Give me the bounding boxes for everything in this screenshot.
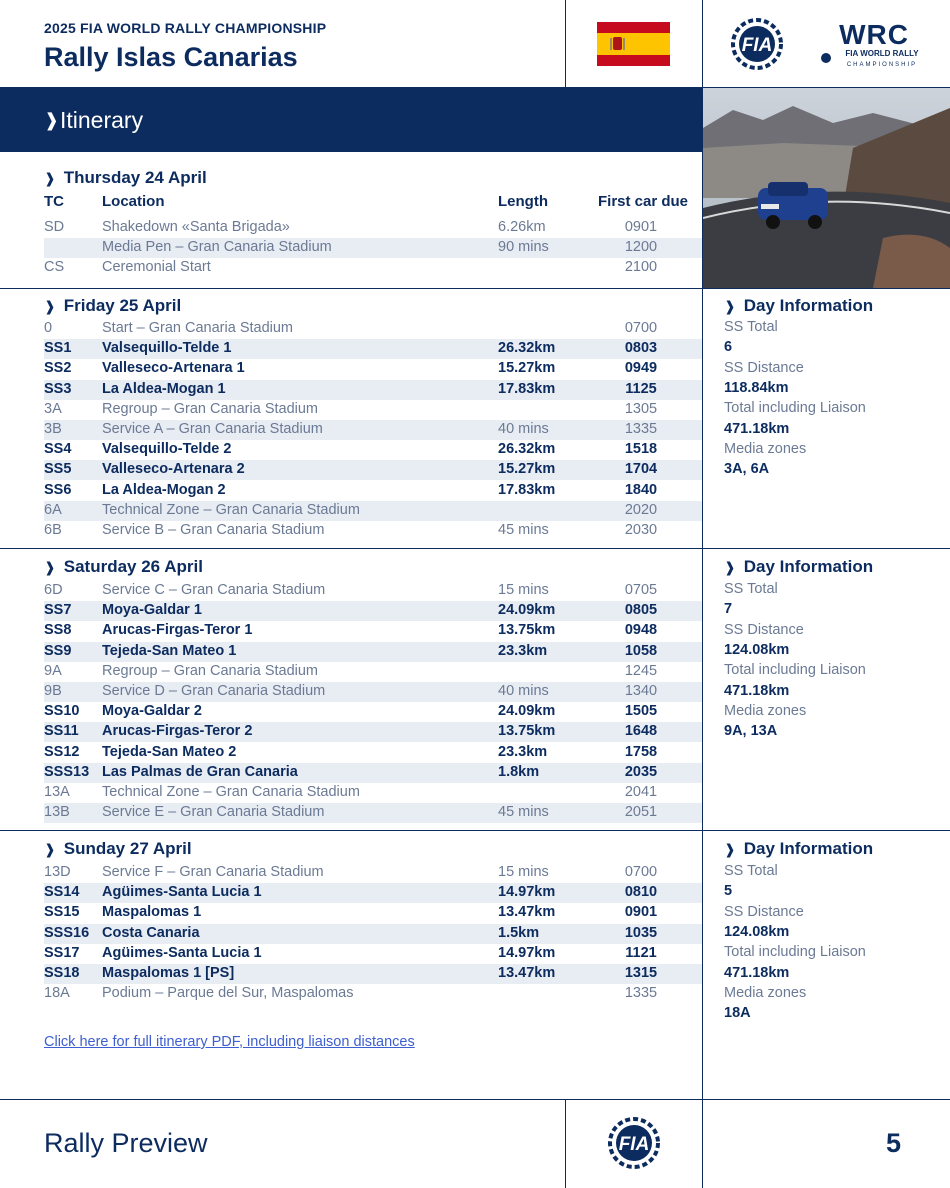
tc-cell: SSS13 [44,763,90,780]
time-cell: 0700 [624,864,658,880]
table-row [44,722,702,742]
ss-distance-label: SS Distance [724,359,804,376]
total-liaison-label: Total including Liaison [724,662,866,679]
wrc-logo-sub1: FIA WORLD RALLY [845,49,919,58]
table-row [44,420,702,440]
media-zones-value: 9A, 13A [724,723,778,740]
tc-cell: SS17 [44,944,80,961]
fia-logo-text: FIA [618,1134,650,1155]
tc-cell: SS5 [44,461,72,478]
fia-logo-icon [720,18,794,70]
tc-cell: SS14 [44,884,80,901]
length-cell: 24.09km [498,602,556,619]
footer-divider [0,1099,950,1100]
tc-cell: SS1 [44,340,72,357]
table-row [44,662,702,682]
time-cell: 0700 [624,320,658,336]
ss-distance-value: 124.08km [724,641,790,658]
header-divider [702,0,703,88]
length-cell: 15.27km [498,461,556,478]
event-title: Rally Islas Canarias [44,42,298,72]
table-row [44,238,702,258]
day-info-heading [724,839,873,859]
day-title: Thursday 24 April [63,168,207,187]
table-row [44,218,702,238]
ss-total-label: SS Total [724,581,778,597]
tc-cell: 3A [44,400,62,417]
tc-cell: SD [44,219,65,235]
table-row [44,339,702,359]
section-divider [0,548,950,549]
time-cell: 1704 [624,461,658,478]
table-row [44,319,702,339]
tc-cell: 9B [44,683,62,699]
tc-cell: 13D [44,864,71,880]
time-cell: 1035 [624,924,658,941]
time-cell: 2041 [624,784,658,800]
tc-cell: SS12 [44,743,80,760]
time-cell: 1305 [624,400,658,417]
time-cell: 0810 [624,884,658,901]
length-cell: 90 mins [498,239,549,256]
day-info-heading [724,296,873,316]
length-cell: 13.47km [498,904,556,921]
location-cell: Tejeda-San Mateo 1 [102,642,237,659]
location-cell: Technical Zone – Gran Canaria Stadium [102,501,360,518]
spain-flag-icon [597,22,670,66]
length-cell: 15 mins [498,582,549,598]
time-cell: 1245 [624,662,658,679]
chevron-icon: ❱ [44,559,56,575]
header-divider [565,0,566,88]
tc-cell: 13B [44,804,70,821]
column-header-first-car: First car due [598,193,689,210]
time-cell: 1058 [624,642,658,659]
time-cell: 2030 [624,522,658,538]
time-cell: 2051 [624,804,658,821]
time-cell: 1505 [624,703,658,720]
length-cell: 15.27km [498,360,556,377]
ss-distance-label: SS Distance [724,621,804,638]
day-heading [44,839,192,859]
chevron-icon: ❱ [724,298,736,314]
table-row [44,903,702,923]
day-heading [44,296,181,316]
table-row [44,621,702,641]
table-row [44,581,702,601]
location-cell: Service A – Gran Canaria Stadium [102,421,323,437]
length-cell: 26.32km [498,340,556,357]
location-cell: Service F – Gran Canaria Stadium [102,864,324,880]
total-liaison-value: 471.18km [724,420,790,437]
itinerary-banner [0,88,702,151]
fia-logo-text: FIA [741,35,773,56]
length-cell: 45 mins [498,804,549,821]
section-divider [0,830,950,831]
media-zones-label: Media zones [724,440,807,457]
length-cell: 40 mins [498,683,549,699]
day-heading [44,168,207,188]
tc-cell: 6A [44,501,62,518]
tc-cell: 9A [44,662,62,679]
tc-cell: SS11 [44,723,79,740]
time-cell: 0949 [624,360,658,377]
length-cell: 1.5km [498,924,540,941]
time-cell: 1335 [624,985,658,1002]
location-cell: Arucas-Firgas-Teror 2 [102,723,253,740]
day-title: Saturday 26 April [63,557,203,576]
table-row [44,944,702,964]
table-row [44,440,702,460]
tc-cell: 0 [44,320,53,336]
rally-car-photo [703,88,950,288]
chevron-icon: ❱ [724,559,736,575]
table-row [44,521,702,541]
length-cell: 23.3km [498,743,548,760]
time-cell: 0705 [624,582,658,598]
ss-total-label: SS Total [724,319,778,335]
length-cell: 13.47km [498,965,556,981]
length-cell: 45 mins [498,522,549,538]
location-cell: Valleseco-Artenara 1 [102,360,245,377]
location-cell: Arucas-Firgas-Teror 1 [102,622,253,639]
column-header-tc: TC [44,193,64,210]
time-cell: 2100 [624,259,658,276]
time-cell: 2020 [624,501,658,518]
tc-cell: SS10 [44,703,80,720]
time-cell: 1200 [624,239,658,256]
length-cell: 14.97km [498,884,556,901]
time-cell: 1335 [624,421,658,437]
tc-cell: SS4 [44,441,72,458]
table-row [44,863,702,883]
table-row [44,601,702,621]
tc-cell: SSS16 [44,924,90,941]
footer-divider [565,1099,566,1188]
ss-total-label: SS Total [724,863,778,879]
tc-cell: 6D [44,582,63,598]
location-cell: Regroup – Gran Canaria Stadium [102,400,319,417]
location-cell: Maspalomas 1 [102,904,202,921]
location-cell: Tejeda-San Mateo 2 [102,743,237,760]
table-row [44,924,702,944]
location-cell: Start – Gran Canaria Stadium [102,320,294,336]
media-zones-value: 3A, 6A [724,461,770,478]
table-row [44,783,702,803]
media-zones-value: 18A [724,1005,751,1022]
location-cell: Agüimes-Santa Lucia 1 [102,944,262,961]
ss-distance-label: SS Distance [724,903,804,920]
day-title: Sunday 27 April [63,839,192,858]
location-cell: Maspalomas 1 [PS] [102,965,235,981]
itinerary-pdf-link[interactable]: Click here for full itinerary PDF, including liaison distances [44,1034,415,1050]
time-cell: 0901 [624,904,658,921]
tc-cell: SS8 [44,622,72,639]
tc-cell: SS15 [44,904,80,921]
time-cell: 1648 [624,723,658,740]
table-row [44,702,702,722]
section-divider [0,151,702,152]
table-row [44,984,702,1004]
wrc-logo-sub2: CHAMPIONSHIP [846,62,918,68]
section-divider [0,288,950,289]
media-zones-label: Media zones [724,984,807,1001]
time-cell: 1340 [624,683,658,699]
chevron-icon: ❱ [724,841,736,857]
time-cell: 1758 [624,743,658,760]
location-cell: Service B – Gran Canaria Stadium [102,522,325,538]
media-zones-label: Media zones [724,702,807,719]
table-row [44,400,702,420]
time-cell: 1518 [624,441,658,458]
day-info-title: Day Information [743,296,874,315]
table-row [44,763,702,783]
chevron-icon: ❱ [44,110,60,130]
location-cell: Service C – Gran Canaria Stadium [102,582,326,598]
tc-cell: CS [44,259,65,276]
column-divider [702,88,703,1099]
ss-distance-value: 118.84km [724,379,789,396]
table-row [44,460,702,480]
length-cell: 13.75km [498,622,556,639]
total-liaison-value: 471.18km [724,682,790,699]
table-row [44,380,702,400]
tc-cell: SS18 [44,965,80,981]
chevron-icon: ❱ [44,170,56,186]
length-cell: 15 mins [498,864,549,880]
table-row [44,481,702,501]
table-row [44,803,702,823]
tc-cell: 18A [44,985,70,1002]
length-cell: 17.83km [498,481,556,498]
location-cell: Shakedown «Santa Brigada» [102,219,290,235]
length-cell: 17.83km [498,380,556,397]
time-cell: 0948 [624,622,658,639]
ss-total-value: 6 [724,339,733,356]
table-row [44,258,702,278]
time-cell: 2035 [624,763,658,780]
fia-logo-icon [597,1117,671,1169]
day-info-title: Day Information [743,557,874,576]
location-cell: Las Palmas de Gran Canaria [102,763,298,780]
time-cell: 1121 [625,944,657,961]
section-title: Itinerary [60,107,144,133]
location-cell: Valleseco-Artenara 2 [102,461,245,478]
length-cell: 13.75km [498,723,556,740]
location-cell: Moya-Galdar 2 [102,703,202,720]
time-cell: 1315 [624,965,658,981]
day-title: Friday 25 April [63,296,182,315]
footer-title: Rally Preview [44,1128,208,1158]
day-heading [44,557,203,577]
table-row [44,642,702,662]
length-cell: 26.32km [498,441,556,458]
tc-cell: 13A [44,784,70,800]
page-number: 5 [886,1128,902,1158]
location-cell: Agüimes-Santa Lucia 1 [102,884,262,901]
location-cell: La Aldea-Mogan 1 [102,380,226,397]
location-cell: Service E – Gran Canaria Stadium [102,804,325,821]
ss-total-value: 5 [724,883,733,900]
location-cell: Media Pen – Gran Canaria Stadium [102,239,332,256]
location-cell: Regroup – Gran Canaria Stadium [102,662,319,679]
location-cell: Costa Canaria [102,924,200,941]
table-row [44,682,702,702]
tc-cell: SS6 [44,481,72,498]
column-header-length: Length [498,193,548,210]
tc-cell: SS3 [44,380,72,397]
location-cell: Service D – Gran Canaria Stadium [102,683,326,699]
location-cell: Ceremonial Start [102,259,211,276]
tc-cell: 3B [44,421,62,437]
tc-cell: 6B [44,522,62,538]
time-cell: 0901 [624,219,658,235]
table-row [44,743,702,763]
championship-subtitle: 2025 FIA WORLD RALLY CHAMPIONSHIP [44,20,327,36]
tc-cell: SS9 [44,642,72,659]
total-liaison-label: Total including Liaison [724,400,866,417]
wrc-logo-text: WRC [839,19,909,50]
wrc-logo-icon [814,18,934,68]
location-cell: Valsequillo-Telde 2 [102,441,232,458]
time-cell: 0805 [624,602,658,619]
time-cell: 1125 [625,380,657,397]
length-cell: 1.8km [498,763,540,780]
table-row [44,501,702,521]
day-info-heading [724,557,873,577]
total-liaison-value: 471.18km [724,964,790,981]
tc-cell: SS2 [44,360,72,377]
ss-distance-value: 124.08km [724,923,790,940]
chevron-icon: ❱ [44,841,56,857]
chevron-icon: ❱ [44,298,56,314]
day-info-title: Day Information [743,839,874,858]
time-cell: 1840 [624,481,658,498]
length-cell: 40 mins [498,421,549,437]
footer-divider [702,1099,703,1188]
location-cell: La Aldea-Mogan 2 [102,481,226,498]
table-row [44,883,702,903]
length-cell: 23.3km [498,642,548,659]
location-cell: Moya-Galdar 1 [102,602,202,619]
table-row [44,964,702,984]
time-cell: 0803 [624,340,658,357]
tc-cell: SS7 [44,602,72,619]
column-header-location: Location [102,193,165,210]
location-cell: Technical Zone – Gran Canaria Stadium [102,784,360,800]
total-liaison-label: Total including Liaison [724,944,866,961]
location-cell: Podium – Parque del Sur, Maspalomas [102,985,354,1002]
table-row [44,359,702,379]
length-cell: 24.09km [498,703,556,720]
ss-total-value: 7 [724,601,733,618]
length-cell: 14.97km [498,944,556,961]
page-header [0,0,950,88]
length-cell: 6.26km [498,219,546,235]
location-cell: Valsequillo-Telde 1 [102,340,232,357]
